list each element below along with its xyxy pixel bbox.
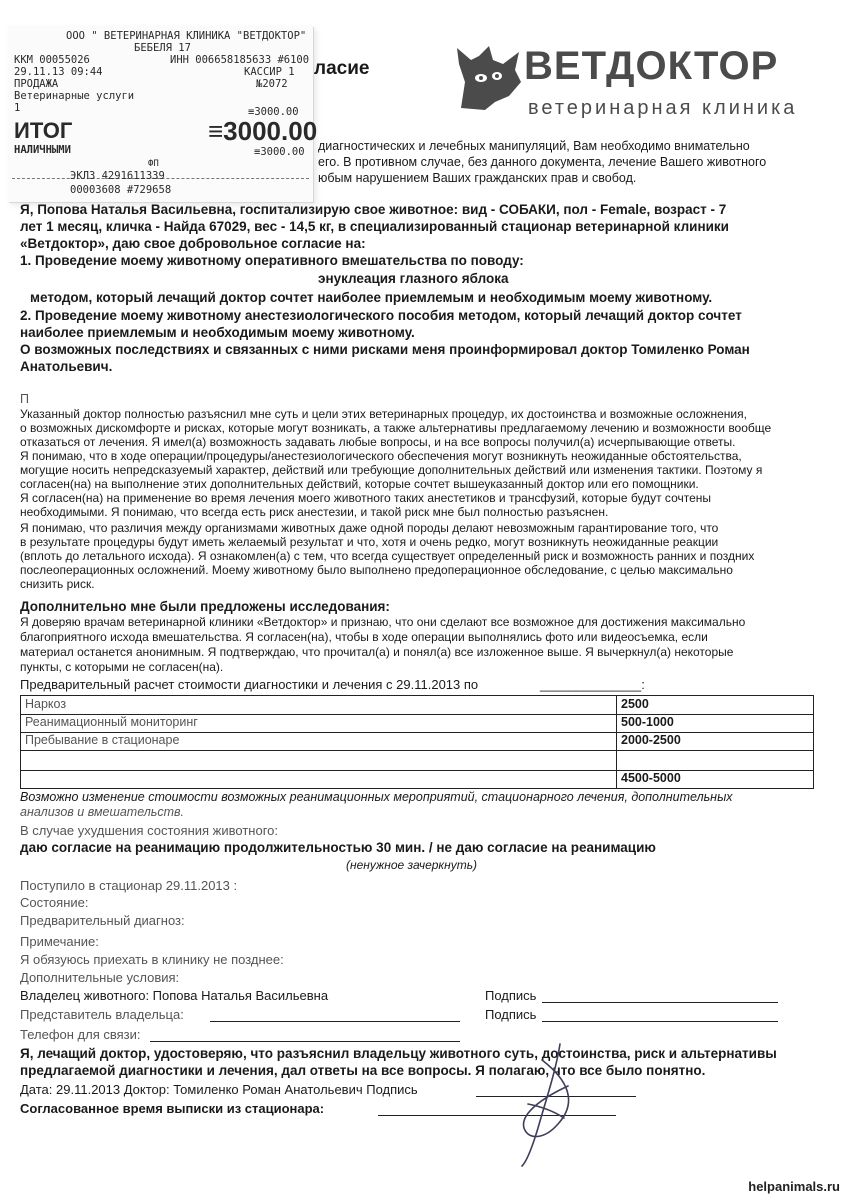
explain-line-10: в результате процедуры будут иметь желаемый результат и что, хотя и очень редко, могут возникнуть неожиданные реакции xyxy=(20,535,719,549)
diagnosis-label: Предварительный диагноз: xyxy=(20,913,185,928)
table-row xyxy=(21,696,813,715)
cat-logo-icon xyxy=(455,42,523,112)
explain-line-13: снизить риск. xyxy=(20,577,95,591)
cash-receipt xyxy=(8,26,318,202)
intro-line-3: юбым нарушением Ваших гражданских прав и свобод. xyxy=(318,171,637,185)
receipt-eklz: ЭКЛЗ 4291611339 xyxy=(70,170,165,182)
cost-note-line-2: анализов и вмешательств. xyxy=(20,805,185,819)
receipt-doc-no: №2072 xyxy=(256,78,288,90)
doctor-signature-icon xyxy=(498,1040,608,1170)
receipt-qty: 1 xyxy=(14,102,21,114)
explain-line-6: согласен(на) на выполнение этих дополнительных действий, которые сочтет вышеуказанный доктор или его помощники. xyxy=(20,477,699,491)
receipt-kkm: ККМ 00055026 xyxy=(14,54,90,66)
table-row xyxy=(21,770,813,788)
watermark: helpanimals.ru xyxy=(748,1179,840,1194)
discharge-time-label: Согласованное время выписки из стационара: xyxy=(20,1101,325,1116)
owner-line-3: «Ветдоктор», даю свое добровольное согласие на: xyxy=(20,236,366,251)
receipt-total-label: ИТОГ xyxy=(14,118,73,143)
worsening-heading: В случае ухудшения состояния животного: xyxy=(20,823,278,838)
extra-conditions-label: Дополнительные условия: xyxy=(20,970,180,985)
receipt-line-sum: ≡3000.00 xyxy=(248,106,299,118)
explain-line-7: Я согласен(на) на применение во время лечения моего животного таких анестетиков и трансфузий, которые будут сочтены xyxy=(20,491,712,505)
intro-line-1: диагностических и лечебных манипуляций, Вам необходимо внимательно xyxy=(318,139,750,153)
consent-item-2-cont: наиболее приемлемым и необходимым моему животному. xyxy=(20,325,415,340)
receipt-cash-sum: ≡3000.00 xyxy=(254,146,305,158)
trust-line-4: пункты, с которыми не согласен(на). xyxy=(20,660,224,674)
table-cell-price: 2500 xyxy=(621,697,649,711)
receipt-service: Ветеринарные услуги xyxy=(14,90,135,102)
explain-line-2: о возможных дискомфорте и рисках, которые могут возникать, а также альтернативы предлагаемому лечению и возможности вообще xyxy=(20,421,772,435)
brand-name: ВЕТДОКТОР xyxy=(524,44,779,88)
owner-line-2: лет 1 месяц, кличка - Найда 67029, вес - 14,5 кг, в специализированный стационар ветеринарной клиники xyxy=(20,219,729,234)
representative-signature-field[interactable] xyxy=(542,1021,778,1022)
strike-hint: (ненужное зачеркнуть) xyxy=(346,858,477,872)
admission-date: Поступило в стационар 29.11.2013 : xyxy=(20,878,238,893)
phone-label: Телефон для связи: xyxy=(20,1027,141,1042)
trust-line-2: благоприятного исхода вмешательства. Я согласен(на), чтобы в ходе операции выполнялись фото или видеосъемка, если xyxy=(20,630,708,644)
table-row xyxy=(21,750,813,771)
procedure-name: энуклеация глазного яблока xyxy=(318,271,509,286)
return-deadline-label: Я обязуюсь приехать в клинику не позднее: xyxy=(20,952,284,967)
extra-tests-heading: Дополнительно мне были предложены исследования: xyxy=(20,599,390,614)
reanimation-consent[interactable]: даю согласие на реанимацию продолжительностью 30 мин. / не даю согласие на реанимацию xyxy=(20,840,656,855)
consent-item-1: 1. Проведение моему животному оперативного вмешательства по поводу: xyxy=(20,253,524,268)
explain-line-5: могущие носить непредсказуемый характер, действий или требующие дополнительных действий или изменения тактики. Поэтому я xyxy=(20,463,763,477)
cost-estimate-line: Предварительный расчет стоимости диагностики и лечения с 29.11.2013 по xyxy=(20,677,479,692)
intro-line-2: его. В противном случае, без данного документа, лечение Вашего животного xyxy=(318,155,767,169)
paragraph-marker: П xyxy=(20,392,29,406)
consent-item-1-method: методом, который лечащий доктор сочтет наиболее приемлемым и необходимым моему животному. xyxy=(30,290,713,305)
explain-line-8: необходимыми. Я понимаю, что всегда есть риск анестезии, и такой риск мне был полностью разъяснен. xyxy=(20,505,609,519)
receipt-datetime: 29.11.13 09:44 xyxy=(14,66,103,78)
owner-signature-label: Подпись xyxy=(485,988,537,1003)
document-title-fragment: ласие xyxy=(314,58,370,79)
receipt-inn: ИНН 006658185633 #6100 xyxy=(170,54,310,66)
consent-item-2: 2. Проведение моему животному анестезиологического пособия методом, который лечащий доктор сочтет xyxy=(20,308,742,323)
owner-line-1: Я, Попова Наталья Васильевна, госпитализирую свое животное: вид - СОБАКИ, пол - Female, возраст - 7 xyxy=(20,202,727,217)
receipt-cash-label: НАЛИЧНЫМИ xyxy=(14,144,71,156)
receipt-code: 00003608 #729658 xyxy=(70,184,172,196)
receipt-sale: ПРОДАЖА xyxy=(14,78,59,90)
table-cell-price: 500-1000 xyxy=(621,715,674,729)
price-table xyxy=(20,695,814,789)
risk-info-doctor: Анатольевич. xyxy=(20,359,113,374)
doctor-attest-line-2: предлагаемой диагностики и лечения, дал ответы на все вопросы. Я полагаю, что все было понятно. xyxy=(20,1063,706,1078)
table-cell-name: Наркоз xyxy=(21,696,617,714)
brand-tagline: ветеринарная клиника xyxy=(528,97,798,119)
table-cell-name xyxy=(21,770,617,788)
table-cell-name xyxy=(21,750,617,770)
explain-line-12: послеоперационных осложнений. Моему животному было выполнено предоперационное обследование, с целью максимально xyxy=(20,563,733,577)
explain-line-3: отказаться от лечения. Я имел(а) возможность задавать любые вопросы, и на все вопросы получил(а) исчерпывающие ответы. xyxy=(20,435,736,449)
table-cell-price: 4500-5000 xyxy=(621,771,681,785)
note-label: Примечание: xyxy=(20,934,99,949)
trust-line-3: материал останется анонимным. Я подтверждаю, что прочитал(а) и понял(а) все изложенное выше. Я вычеркнул(а) некоторые xyxy=(20,645,734,659)
cost-estimate-end-blank[interactable]: ______________: xyxy=(540,677,645,692)
owner-signature-field[interactable] xyxy=(542,1002,778,1003)
explain-line-11: (вплоть до летального исхода). Я ознакомлен(а) с тем, что всегда существует определенный риск и возможность ранних и поздних xyxy=(20,549,755,563)
table-cell-name: Пребывание в стационаре xyxy=(21,732,617,750)
representative-field[interactable] xyxy=(210,1021,460,1022)
table-cell-name: Реанимационный мониторинг xyxy=(21,714,617,732)
condition-label: Состояние: xyxy=(20,895,89,910)
receipt-org: ООО " ВЕТЕРИНАРНАЯ КЛИНИКА "ВЕТДОКТОР" xyxy=(66,30,307,42)
table-row xyxy=(21,732,813,751)
phone-field[interactable] xyxy=(150,1041,460,1042)
table-cell-price: 2000-2500 xyxy=(621,733,681,747)
representative-signature-label: Подпись xyxy=(485,1007,537,1022)
explain-line-4: Я понимаю, что в ходе операции/процедуры/анестезиологического обеспечения могут возникнуть неожиданные обстоятельства, xyxy=(20,449,742,463)
receipt-total-sum: ≡3000.00 xyxy=(208,116,318,146)
risk-info-line: О возможных последствиях и связанных с ними рисками меня проинформировал доктор Томиленко Роман xyxy=(20,342,750,357)
cost-note-line-1: Возможно изменение стоимости возможных реанимационных мероприятий, стационарного лечения, дополнительных xyxy=(20,790,733,804)
explain-line-9: Я понимаю, что различия между организмами животных даже одной породы делают невозможным гарантирование того, что xyxy=(20,521,719,535)
doctor-date-line: Дата: 29.11.2013 Доктор: Томиленко Роман Анатольевич Подпись xyxy=(20,1082,418,1097)
trust-line-1: Я доверяю врачам ветеринарной клиники «Ветдоктор» и признаю, что они сделают все возможное для достижения максимально xyxy=(20,615,746,629)
doctor-attest-line-1: Я, лечащий доктор, удостоверяю, что разъяснил владельцу животного суть, достоинства, риск и альтернативы xyxy=(20,1046,777,1061)
table-row xyxy=(21,714,813,733)
explain-line-1: Указанный доктор полностью разъяснил мне суть и цели этих ветеринарных процедур, их достоинства и возможные осложнения, xyxy=(20,407,747,421)
receipt-cashier: КАССИР 1 xyxy=(244,66,295,78)
receipt-fp: ФП xyxy=(148,159,159,169)
receipt-street: БЕБЕЛЯ 17 xyxy=(134,42,191,54)
representative-label: Представитель владельца: xyxy=(20,1007,184,1022)
owner-name-line: Владелец животного: Попова Наталья Васильевна xyxy=(20,988,329,1003)
